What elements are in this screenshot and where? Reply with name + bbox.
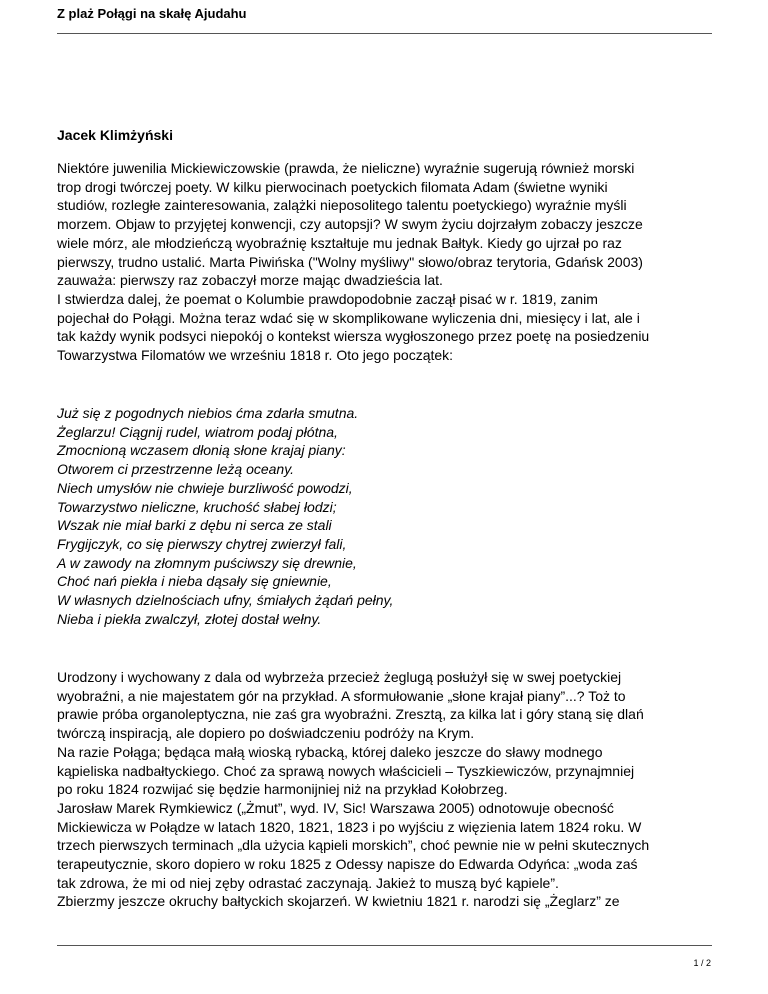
- page-header-title: Z plaż Połągi na skałę Ajudahu: [57, 6, 247, 21]
- intro-line: pojechał do Połągi. Można teraz wdać się w skomplikowane wyliczenia dni, miesięcy i lat, ale i: [57, 309, 640, 326]
- body-line: po roku 1824 rozwijać się będzie harmonijniej niż na przykład Kołobrzeg.: [57, 781, 508, 798]
- body-line: twórczą inspiracją, ale dopiero po doświadczeniu podróży na Krym.: [57, 725, 475, 742]
- body-line: kąpieliska nadbałtyckiego. Choć za sprawą nowych właścicieli – Tyszkiewiczów, przynajmniej: [57, 762, 635, 779]
- body-line: Mickiewicza w Połądze w latach 1820, 1821, 1823 i po wyjściu z więzienia latem 1824 roku. W: [57, 818, 642, 835]
- poem-line: Zmocnioną wczasem dłonią słone krajaj piany:: [57, 442, 346, 459]
- body-line: trzech pierwszych terminach „dla użycia kąpieli morskich”, choć pewnie nie w pełni skutecznych: [57, 837, 650, 854]
- poem-line: W własnych dzielnościach ufny, śmiałych żądań pełny,: [57, 592, 394, 609]
- poem-line: Niech umysłów nie chwieje burzliwość powodzi,: [57, 479, 353, 496]
- body-line: Na razie Połąga; będąca małą wioską rybacką, której daleko jeszcze do sławy modnego: [57, 743, 603, 760]
- body-line: Urodzony i wychowany z dala od wybrzeża przecież żeglugą posłużył się w swej poetyckiej: [57, 669, 622, 685]
- intro-line: trop drogi twórczej poety. W kilku pierwocinach poetyckich filomata Adam (świetne wyniki: [57, 178, 608, 195]
- body-line: terapeutycznie, skoro dopiero w roku 1825 z Odessy napisze do Edwarda Odyńca: „woda zaś: [57, 856, 638, 873]
- body-line: Zbierzmy jeszcze okruchy bałtyckich skojarzeń. W kwietniu 1821 r. narodzi się „Żeglarz” ze: [57, 893, 620, 910]
- body-line: Jarosław Marek Rymkiewicz („Żmut”, wyd. IV, Sic! Warszawa 2005) odnotowuje obecność: [57, 799, 614, 816]
- intro-line: tak każdy wynik podsyci niepokój o kontekst wiersza wygłoszonego przez poetę na posiedzeniu: [57, 328, 650, 345]
- intro-line: wiele mórz, ale młodzieńczą wyobraźnię kształtuje mu jednak Bałtyk. Kiedy go ujrzał po raz: [57, 234, 622, 251]
- poem-line: Już się z pogodnych niebios ćma zdarła smutna.: [57, 405, 359, 421]
- poem-line: Frygijczyk, co się pierwszy chytrej zwierzył fali,: [57, 535, 347, 552]
- author-name: Jacek Klimżyński: [57, 127, 173, 143]
- intro-line: zauważa: pierwszy raz zobaczył morze mając dwadzieścia lat.: [57, 272, 443, 289]
- poem-line: Wszak nie miał barki z dębu ni serca ze stali: [57, 517, 332, 534]
- poem-line: A w zawody na złomnym puściwszy się drewnie,: [57, 554, 357, 571]
- intro-line: Towarzystwa Filomatów we wrześniu 1818 r. Oto jego początek:: [57, 347, 454, 364]
- intro-line: I stwierdza dalej, że poemat o Kolumbie prawdopodobnie zaczął pisać w r. 1819, zanim: [57, 290, 598, 307]
- intro-line: morzem. Objaw to przyjętej konwencji, czy autopsji? W swym życiu dojrzałym zobaczy jeszcze: [57, 216, 643, 233]
- poem-line: Towarzystwo nieliczne, kruchość słabej łodzi;: [57, 498, 337, 515]
- intro-line: studiów, rozległe zainteresowania, zalążki nieposolitego talentu poetyckiego) wyraźnie myśli: [57, 197, 627, 214]
- poem-line: Otworem ci przestrzenne leżą oceany.: [57, 461, 295, 478]
- poem-excerpt: [57, 404, 722, 628]
- poem-line: Choć nań piekła i nieba dąsały się gniewnie,: [57, 573, 332, 590]
- header-divider: [57, 33, 712, 34]
- intro-line: pierwszy, trudno ustalić. Marta Piwińska ("Wolny myśliwy" słowo/obraz terytoria, Gdańsk 2003): [57, 253, 643, 270]
- page-number: 1 / 2: [693, 958, 711, 968]
- body-line: prawie próba organoleptyczna, nie zaś gra wyobraźni. Zresztą, za kilka lat i góry staną się dlań: [57, 706, 644, 723]
- footer-divider: [57, 945, 712, 946]
- body-paragraph: [57, 668, 722, 911]
- body-line: wyobraźni, a nie majestatem gór na przykład. A sformułowanie „słone krajał piany”...? Toż to: [57, 687, 626, 704]
- body-line: tak zdrowa, że mi od niej zęby odrastać zaczynają. Jakież to muszą być kąpiele”.: [57, 874, 559, 891]
- intro-paragraph: [57, 159, 722, 365]
- poem-line: Żeglarzu! Ciągnij rudel, wiatrom podaj płótna,: [57, 423, 338, 440]
- intro-line: Niektóre juwenilia Mickiewiczowskie (prawda, że nieliczne) wyraźnie sugerują również morski: [57, 160, 635, 176]
- poem-line: Nieba i piekła zwalczył, złotej dostał wełny.: [57, 610, 322, 627]
